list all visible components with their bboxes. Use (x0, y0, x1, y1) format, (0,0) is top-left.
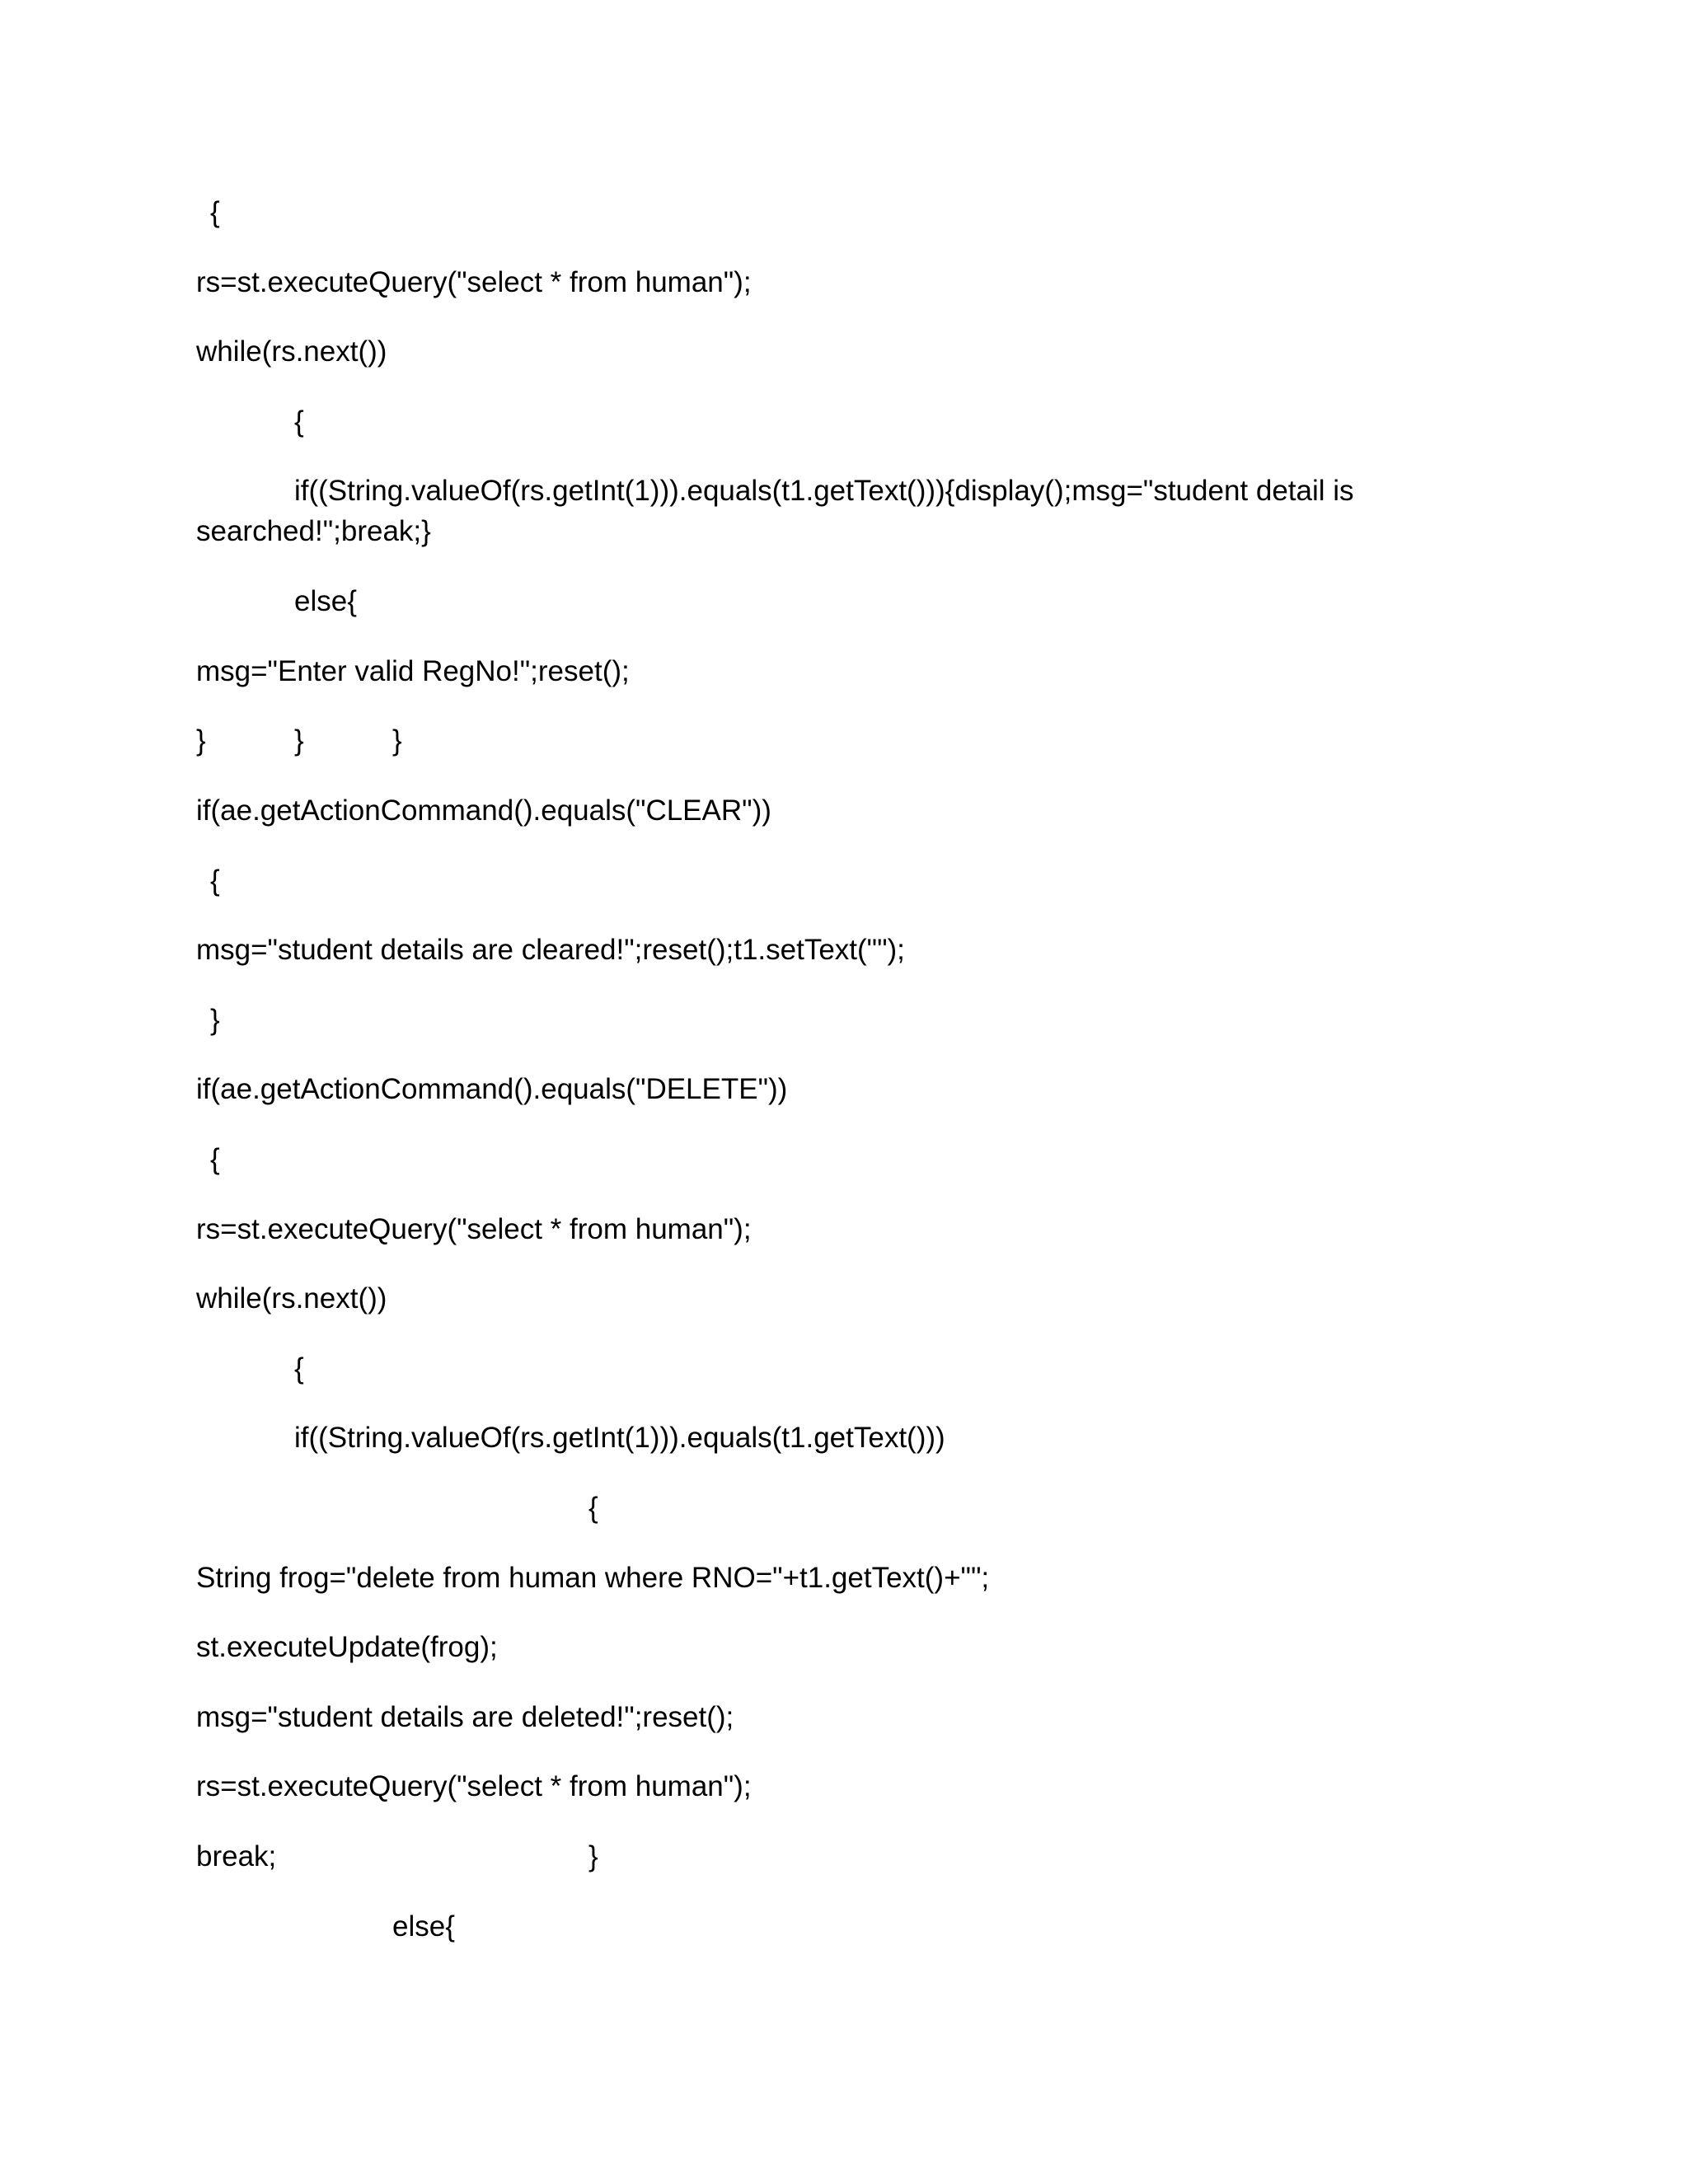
code-line: while(rs.next()) (196, 335, 387, 368)
code-line: if((String.valueOf(rs.getInt(1))).equals(t1.getText())){display();msg="student detail is (294, 475, 1354, 507)
code-line: } (196, 724, 206, 757)
code-line: st.executeUpdate(frog); (196, 1631, 498, 1663)
code-line: if(ae.getActionCommand().equals("DELETE")) (196, 1073, 788, 1105)
code-line: while(rs.next()) (196, 1282, 387, 1315)
code-line: else{ (392, 1910, 455, 1943)
code-line: { (294, 1352, 304, 1385)
code-line: if((String.valueOf(rs.getInt(1))).equals(t1.getText())) (294, 1422, 945, 1454)
code-line: rs=st.executeQuery("select * from human"); (196, 1770, 752, 1802)
code-line: if(ae.getActionCommand().equals("CLEAR")) (196, 794, 771, 827)
code-line: { (210, 196, 220, 228)
code-line: String frog="delete from human where RNO="+t1.getText()+""; (196, 1562, 990, 1594)
code-line: msg="Enter valid RegNo!";reset(); (196, 655, 630, 687)
code-line: rs=st.executeQuery("select * from human"); (196, 266, 752, 298)
code-line: } (392, 724, 402, 757)
code-line: rs=st.executeQuery("select * from human"); (196, 1213, 752, 1245)
code-line: msg="student details are cleared!";reset();t1.setText(""); (196, 934, 905, 966)
code-line: else{ (294, 585, 357, 617)
code-line: { (294, 405, 304, 438)
code-line: searched!";break;} (196, 515, 431, 547)
code-line: msg="student details are deleted!";reset(); (196, 1701, 734, 1733)
code-line: } (210, 1004, 220, 1036)
code-line: { (210, 865, 220, 897)
code-line: } (588, 1840, 598, 1872)
code-line: { (210, 1143, 220, 1175)
code-line: { (588, 1492, 598, 1524)
code-line: } (294, 724, 304, 757)
code-line: break; (196, 1840, 277, 1872)
